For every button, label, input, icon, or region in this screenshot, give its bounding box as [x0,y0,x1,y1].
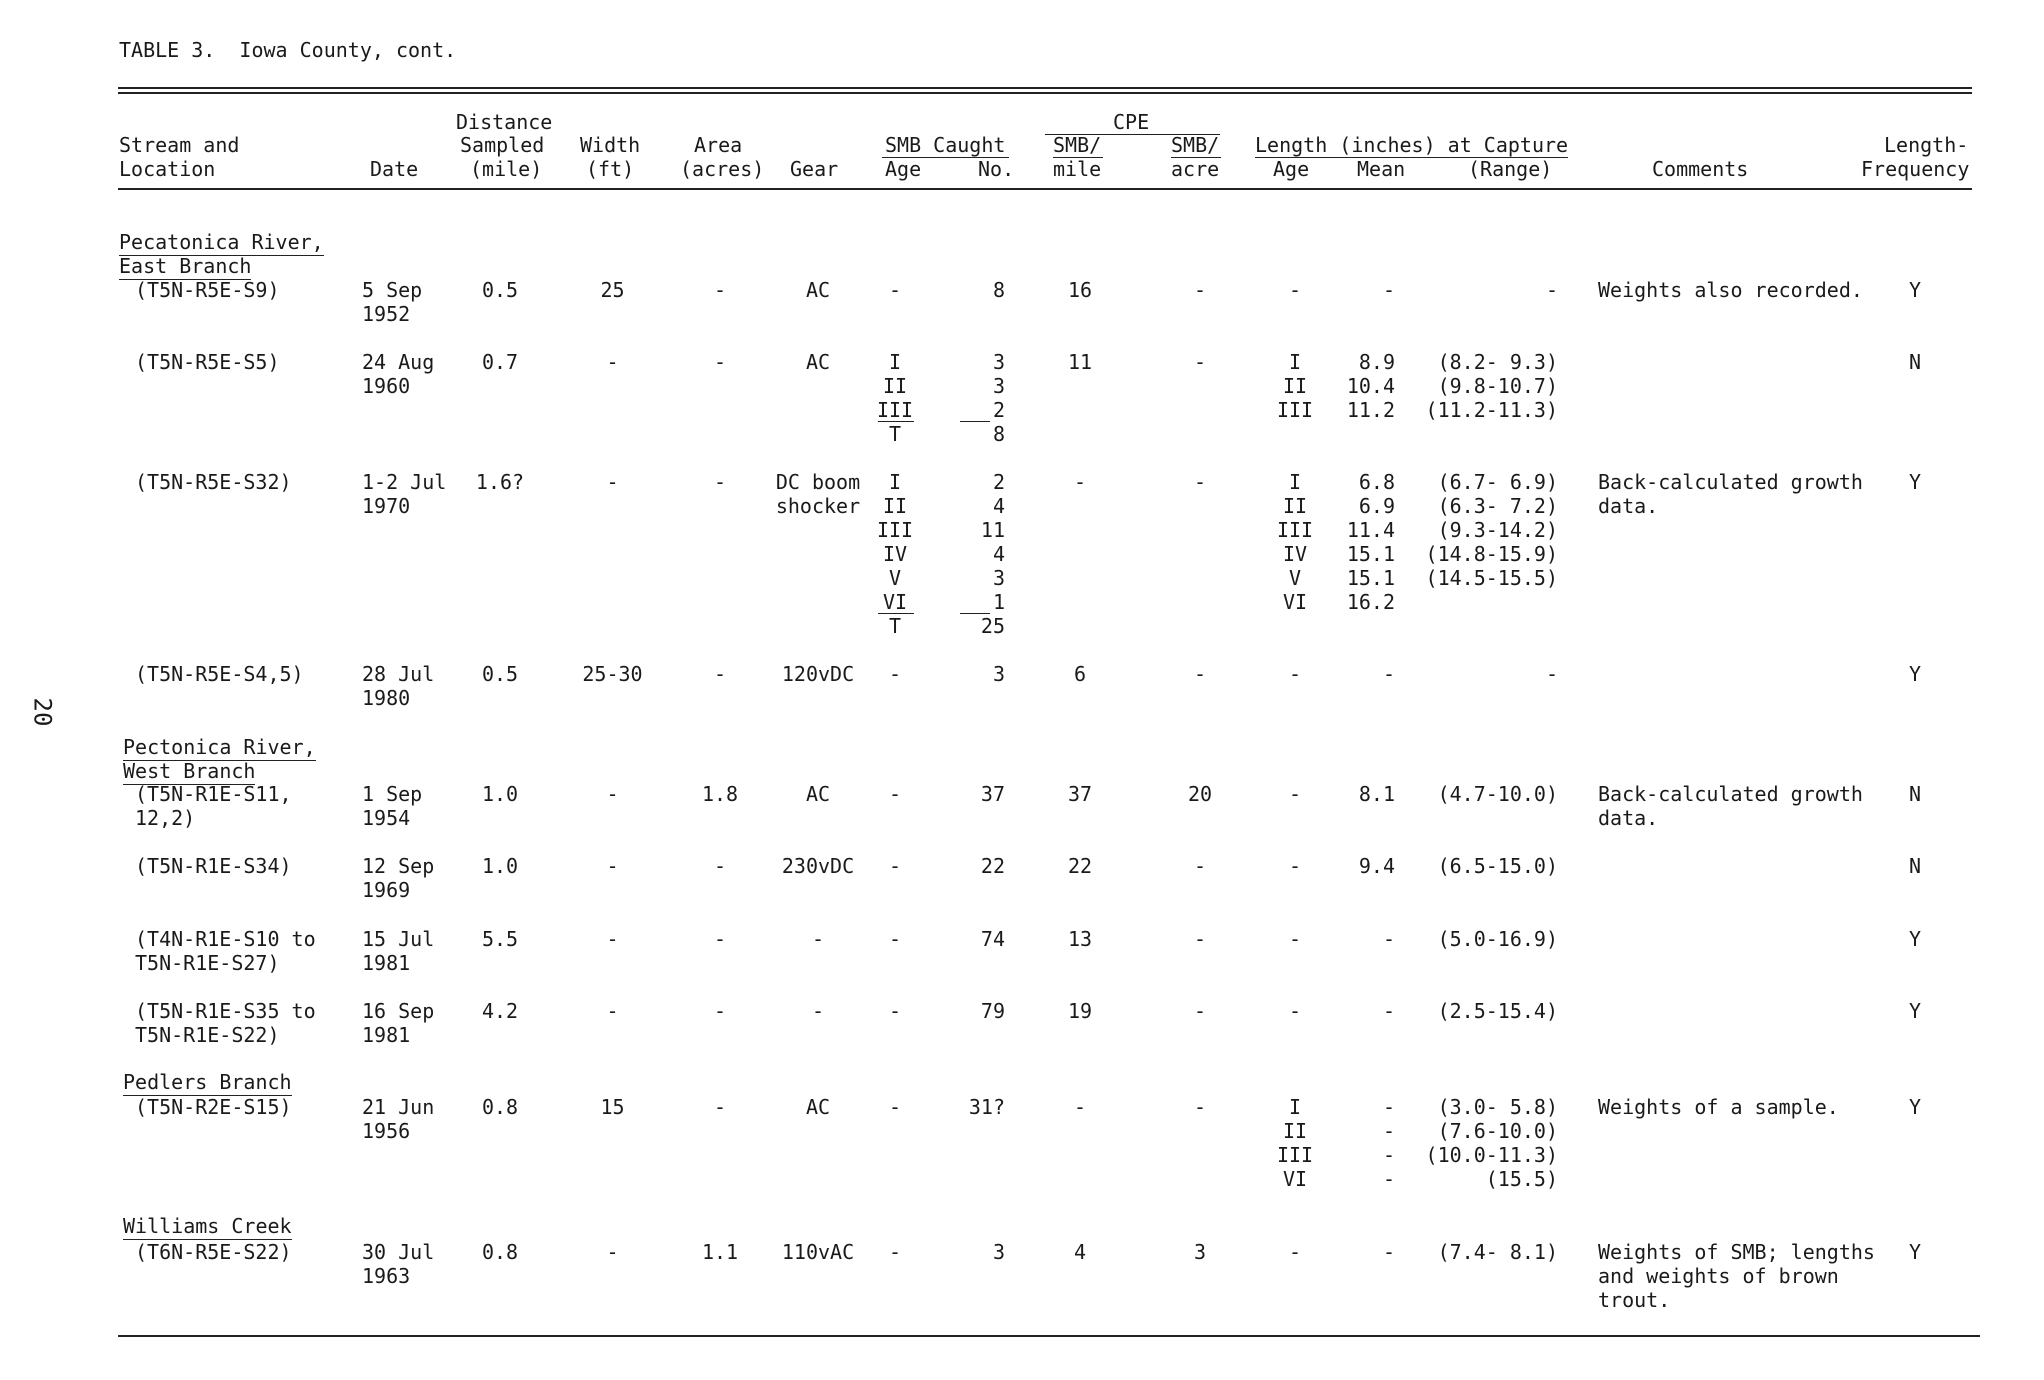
cell-ranges: (2.5-15.4) [1437,999,1558,1023]
cell-len-ages: VI [1282,590,1308,614]
cell-means: - [1382,1143,1395,1167]
header-location: Location [119,157,216,181]
cell-len-ages: II [1282,374,1308,398]
cell-len-ages: - [1288,854,1302,878]
cell-ranges: (14.8-15.9) [1425,542,1558,566]
cell-dist: 0.8 [481,1095,519,1119]
cell-means: - [1382,278,1395,302]
page-number: 20 [28,697,57,727]
cell-means: 11.4 [1346,518,1395,542]
header-smb-per-acre: SMB/ [1171,133,1220,157]
cell-width: - [606,927,619,951]
cell-dist: 0.8 [481,1240,519,1264]
cell-means: - [1382,927,1395,951]
header-mile: (mile) [470,157,543,181]
cell-gear: 120vDC [781,662,855,686]
cell-nos: 37 [980,782,1005,806]
cell-comments: data. [1598,806,1659,830]
cell-nos: 8 [992,278,1005,302]
cell-means: - [1382,1167,1395,1191]
stream-name: Pecatonica River, [119,230,324,254]
cell-area: 1.1 [701,1240,739,1264]
cell-cpe-acre: - [1193,1095,1207,1119]
cell-date: 28 Jul [362,662,435,686]
cell-cpe-acre: 3 [1193,1240,1207,1264]
cell-nos: 11 [980,518,1005,542]
cell-ranges: - [1545,278,1558,302]
cell-lf: N [1908,782,1922,806]
cell-len-ages: - [1288,278,1302,302]
cell-ranges: (7.4- 8.1) [1437,1240,1558,1264]
header-width: Width [580,133,641,157]
cell-date: 1954 [362,806,411,830]
cell-area: - [713,999,727,1023]
cell-lf: N [1908,350,1922,374]
cell-ages: III [876,518,914,542]
cell-cpe-acre: - [1193,854,1207,878]
cell-dist: 1.0 [481,854,519,878]
cell-len-ages: - [1288,927,1302,951]
cell-date: 1969 [362,878,411,902]
cell-means: 11.2 [1346,398,1395,422]
cell-nos: 3 [992,350,1005,374]
cell-len-ages: III [1276,1143,1314,1167]
cell-cpe-mile: 37 [1067,782,1093,806]
header-acres: (acres) [680,157,765,181]
cell-len-ages: IV [1282,542,1308,566]
bottom-rule [118,1335,1980,1337]
cell-len-ages: II [1282,1119,1308,1143]
total-rule [878,421,914,422]
cell-cpe-mile: 13 [1067,927,1093,951]
cell-ages: - [888,999,902,1023]
cell-comments: Back-calculated growth [1598,470,1863,494]
cell-gear: AC [805,1095,831,1119]
cell-comments: data. [1598,494,1659,518]
cell-nos: 4 [992,542,1005,566]
cell-width: 25-30 [582,662,643,686]
total-rule [878,613,914,614]
total-rule [960,613,990,614]
cell-loc: (T5N-R5E-S4,5) [135,662,304,686]
cell-date: 1980 [362,686,411,710]
cell-len-ages: - [1288,999,1302,1023]
cell-gear: 110vAC [781,1240,855,1264]
cell-lf: Y [1908,662,1922,686]
cell-nos: 8 [992,422,1005,446]
header-distance: Distance [456,110,553,134]
cell-len-ages: I [1288,350,1302,374]
cell-ages: - [888,927,902,951]
cell-ranges: (4.7-10.0) [1437,782,1558,806]
cell-gear: AC [805,278,831,302]
cell-dist: 4.2 [481,999,519,1023]
cell-comments: and weights of brown [1598,1264,1839,1288]
cell-date: 21 Jun [362,1095,435,1119]
cell-nos: 3 [992,566,1005,590]
cell-means: 9.4 [1358,854,1395,878]
cell-lf: Y [1908,1095,1922,1119]
cell-ranges: (15.5) [1485,1167,1558,1191]
cell-comments: Weights of a sample. [1598,1095,1839,1119]
cell-nos: 79 [980,999,1005,1023]
cell-cpe-acre: - [1193,999,1207,1023]
cell-cpe-mile: - [1073,470,1087,494]
cell-date: 1981 [362,951,411,975]
cell-ages: I [888,350,902,374]
header-cpe: CPE [1113,110,1150,134]
cell-ranges: (7.6-10.0) [1437,1119,1558,1143]
cell-ranges: (8.2- 9.3) [1437,350,1558,374]
cell-ranges: - [1545,662,1558,686]
cell-gear: shocker [775,494,861,518]
cell-len-ages: - [1288,662,1302,686]
cell-cpe-mile: 22 [1067,854,1093,878]
header-no: No. [978,157,1015,181]
cell-ranges: (6.7- 6.9) [1437,470,1558,494]
cell-cpe-acre: 20 [1187,782,1213,806]
cell-ages: - [888,278,902,302]
cell-loc: T5N-R1E-S27) [135,951,280,975]
cell-loc: (T5N-R1E-S11, [135,782,292,806]
cell-len-ages: III [1276,518,1314,542]
cell-width: - [606,854,619,878]
cell-nos: 22 [980,854,1005,878]
cell-gear: AC [805,782,831,806]
cell-means: - [1382,1240,1395,1264]
cell-dist: 1.0 [481,782,519,806]
cell-ages: - [888,854,902,878]
cell-gear: 230vDC [781,854,855,878]
header-per-mile: mile [1053,157,1102,181]
top-rule-2 [118,92,1972,94]
cell-lf: Y [1908,927,1922,951]
cell-cpe-mile: - [1073,1095,1087,1119]
cell-area: - [713,350,727,374]
cell-date: 1981 [362,1023,411,1047]
cell-len-ages: III [1276,398,1314,422]
cell-means: 6.9 [1358,494,1395,518]
cell-len-ages: I [1288,470,1302,494]
cell-cpe-acre: - [1193,350,1207,374]
cell-nos: 31? [968,1095,1005,1119]
cell-means: - [1382,1119,1395,1143]
cell-loc: T5N-R1E-S22) [135,1023,280,1047]
cell-nos: 4 [992,494,1005,518]
cell-ranges: (11.2-11.3) [1425,398,1558,422]
cell-cpe-mile: 16 [1067,278,1093,302]
cell-nos: 2 [992,398,1005,422]
header-gear: Gear [790,157,839,181]
cell-dist: 0.7 [481,350,519,374]
header-per-acre: acre [1171,157,1220,181]
cell-date: 16 Sep [362,999,435,1023]
cell-date: 1 Sep [362,782,423,806]
cell-len-ages: VI [1282,1167,1308,1191]
cell-ages: T [888,614,902,638]
cell-date: 12 Sep [362,854,435,878]
cell-gear: AC [805,350,831,374]
cell-ranges: (6.5-15.0) [1437,854,1558,878]
cell-date: 1952 [362,302,411,326]
cell-width: - [606,782,619,806]
header-area: Area [694,133,743,157]
cell-ranges: (5.0-16.9) [1437,927,1558,951]
cell-dist: 5.5 [481,927,519,951]
cell-ages: - [888,1240,902,1264]
cell-len-ages: I [1288,1095,1302,1119]
cell-nos: 1 [992,590,1005,614]
header-ft: (ft) [586,157,635,181]
cell-cpe-acre: - [1193,662,1207,686]
cell-width: 15 [600,1095,625,1119]
cell-means: 6.8 [1358,470,1395,494]
cell-ranges: (9.3-14.2) [1437,518,1558,542]
stream-name: East Branch [119,254,252,278]
cell-lf: Y [1908,470,1922,494]
cell-ages: II [882,374,908,398]
cell-cpe-acre: - [1193,927,1207,951]
cell-ages: IV [882,542,908,566]
cell-means: - [1382,662,1395,686]
header-sampled: Sampled [460,133,545,157]
cell-area: - [713,927,727,951]
header-smb-caught: SMB Caught [885,133,1006,157]
cell-loc: (T5N-R1E-S34) [135,854,292,878]
cell-cpe-mile: 11 [1067,350,1093,374]
cell-area: - [713,662,727,686]
total-rule [960,421,990,422]
header-frequency: Frequency [1861,157,1970,181]
cell-comments: Back-calculated growth [1598,782,1863,806]
cell-date: 1-2 Jul [362,470,447,494]
cell-nos: 2 [992,470,1005,494]
cell-date: 24 Aug [362,350,435,374]
header-range: (Range) [1468,157,1553,181]
cell-means: 8.9 [1358,350,1395,374]
cell-ages: V [888,566,902,590]
header-length-at-capture: Length (inches) at Capture [1255,133,1569,157]
cell-area: - [713,278,727,302]
cell-width: - [606,999,619,1023]
cell-width: - [606,470,619,494]
cell-comments: Weights of SMB; lengths [1598,1240,1875,1264]
cell-ages: - [888,1095,902,1119]
header-mean: Mean [1357,157,1406,181]
cell-date: 1956 [362,1119,411,1143]
cell-cpe-acre: - [1193,470,1207,494]
cell-loc: (T5N-R5E-S9) [135,278,280,302]
cell-gear: - [811,999,825,1023]
cell-len-ages: - [1288,1240,1302,1264]
cell-loc: (T5N-R5E-S5) [135,350,280,374]
cell-means: - [1382,1095,1395,1119]
cell-date: 30 Jul [362,1240,435,1264]
cell-loc: (T5N-R1E-S35 to [135,999,316,1023]
cell-date: 1963 [362,1264,411,1288]
cell-width: - [606,350,619,374]
cell-ages: - [888,662,902,686]
cell-area: 1.8 [701,782,739,806]
cell-cpe-mile: 6 [1073,662,1087,686]
cell-nos: 25 [980,614,1005,638]
cell-loc: (T5N-R5E-S32) [135,470,292,494]
cell-ranges: (6.3- 7.2) [1437,494,1558,518]
cell-cpe-mile: 19 [1067,999,1093,1023]
cell-ages: VI [882,590,908,614]
header-length-dash: Length- [1884,133,1969,157]
cell-width: - [606,1240,619,1264]
cell-comments: trout. [1598,1288,1671,1312]
cell-len-ages: II [1282,494,1308,518]
cell-width: 25 [600,278,625,302]
cell-ages: II [882,494,908,518]
cell-means: 15.1 [1346,542,1395,566]
cell-len-ages: V [1288,566,1302,590]
cell-ranges: (10.0-11.3) [1425,1143,1558,1167]
cell-loc: 12,2) [135,806,196,830]
cell-date: 1960 [362,374,411,398]
cell-date: 1970 [362,494,411,518]
cell-dist: 1.6? [475,470,525,494]
cell-nos: 3 [992,662,1005,686]
header-comments: Comments [1652,157,1749,181]
top-rule-1 [118,87,1972,89]
cell-lf: Y [1908,1240,1922,1264]
stream-name: Pedlers Branch [123,1070,292,1094]
cell-area: - [713,470,727,494]
cell-lf: Y [1908,278,1922,302]
cell-nos: 74 [980,927,1005,951]
header-smb-per-mile: SMB/ [1053,133,1102,157]
cell-dist: 0.5 [481,662,519,686]
cell-ages: I [888,470,902,494]
cell-means: - [1382,999,1395,1023]
cell-lf: N [1908,854,1922,878]
header-stream-and: Stream and [119,133,240,157]
cell-means: 10.4 [1346,374,1395,398]
stream-name: Pectonica River, [123,735,316,759]
stream-name: Williams Creek [123,1214,292,1238]
cell-loc: (T5N-R2E-S15) [135,1095,292,1119]
header-length-age: Age [1273,157,1310,181]
cell-date: 5 Sep [362,278,423,302]
header-age: Age [885,157,922,181]
cell-loc: (T4N-R1E-S10 to [135,927,316,951]
header-rule [118,188,1972,190]
cell-ranges: (9.8-10.7) [1437,374,1558,398]
header-date: Date [370,157,419,181]
cell-nos: 3 [992,1240,1005,1264]
cell-len-ages: - [1288,782,1302,806]
cell-ranges: (3.0- 5.8) [1437,1095,1558,1119]
cell-date: 15 Jul [362,927,435,951]
cell-ages: - [888,782,902,806]
cell-means: 8.1 [1358,782,1395,806]
cell-ages: III [876,398,914,422]
cell-nos: 3 [992,374,1005,398]
cell-means: 15.1 [1346,566,1395,590]
cell-lf: Y [1908,999,1922,1023]
cell-loc: (T6N-R5E-S22) [135,1240,292,1264]
cell-dist: 0.5 [481,278,519,302]
cell-cpe-mile: 4 [1073,1240,1087,1264]
cell-cpe-acre: - [1193,278,1207,302]
stream-name: West Branch [123,759,256,783]
cell-means: 16.2 [1346,590,1395,614]
cell-area: - [713,1095,727,1119]
table-title: TABLE 3. Iowa County, cont. [119,38,457,62]
cell-area: - [713,854,727,878]
cell-comments: Weights also recorded. [1598,278,1863,302]
cell-gear: - [811,927,825,951]
cell-ranges: (14.5-15.5) [1425,566,1558,590]
cell-ages: T [888,422,902,446]
cell-gear: DC boom [775,470,861,494]
